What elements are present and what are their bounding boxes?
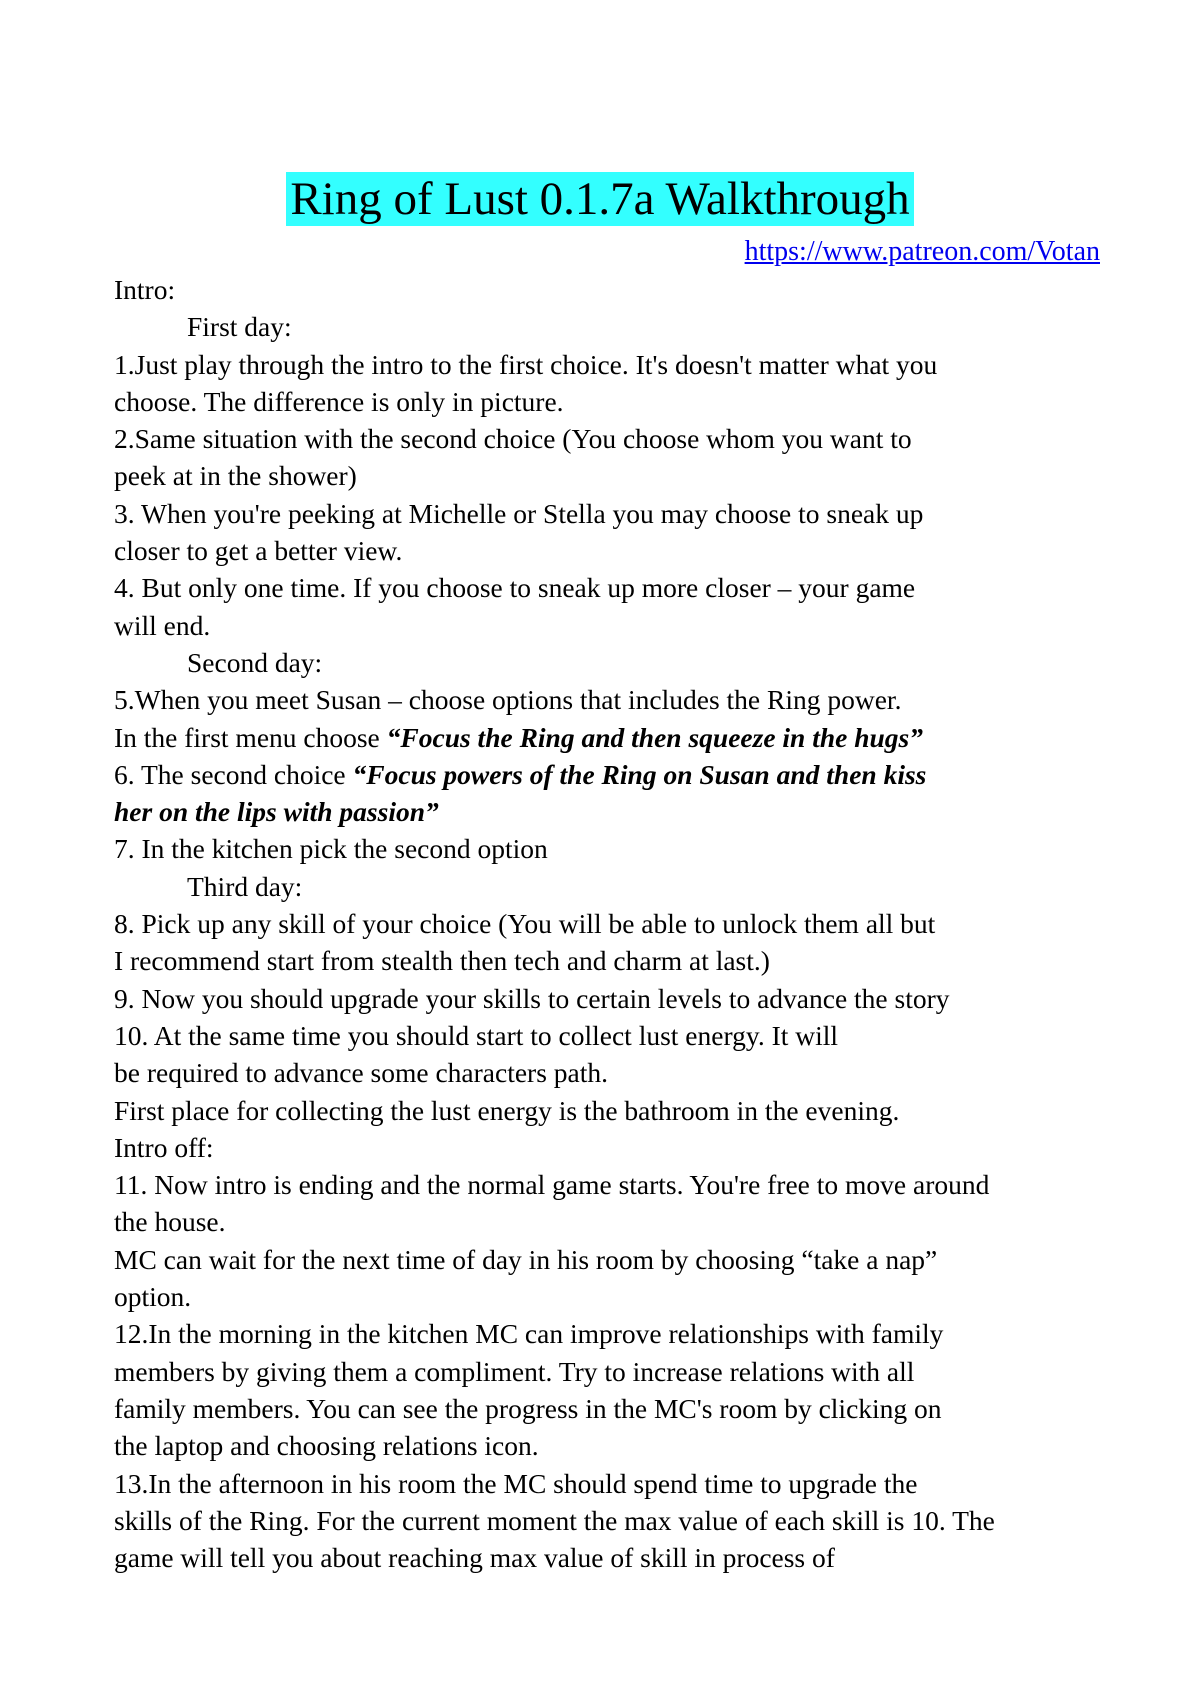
text-line [114, 793, 1164, 830]
line-text: closer to get a better view. [114, 535, 403, 567]
text-line [114, 1166, 1164, 1203]
line-text: 9. Now you should upgrade your skills to certain levels to advance the story [114, 982, 950, 1014]
text-line [114, 1539, 1164, 1576]
text-line [114, 756, 1164, 793]
line-text: 2.Same situation with the second choice (You choose whom you want to [114, 423, 912, 455]
line-text: Intro off: [114, 1131, 214, 1163]
document-title: Ring of Lust 0.1.7a Walkthrough [286, 172, 913, 226]
line-text: choose. The difference is only in picture. [114, 385, 564, 417]
line-text: 12.In the morning in the kitchen MC can improve relationships with family [114, 1318, 944, 1350]
line-text: First day: [187, 311, 292, 343]
line-text: 3. When you're peeking at Michelle or Stella you may choose to sneak up [114, 497, 924, 529]
line-text: 8. Pick up any skill of your choice (You will be able to unlock them all but [114, 908, 936, 940]
text-line [114, 868, 1164, 905]
text-line [114, 308, 1164, 345]
text-line [114, 1353, 1164, 1390]
emphasized-choice-text: “Focus the Ring and then squeeze in the hugs” [386, 721, 924, 753]
text-line [114, 1315, 1164, 1352]
text-line [114, 1203, 1164, 1240]
text-line [114, 1390, 1164, 1427]
emphasized-choice-text: her on the lips with passion” [114, 796, 439, 828]
line-text: First place for collecting the lust energy is the bathroom in the evening. [114, 1094, 900, 1126]
text-line [114, 1092, 1164, 1129]
text-line [114, 681, 1164, 718]
text-line [114, 1241, 1164, 1278]
line-text: peek at in the shower) [114, 460, 357, 492]
title-wrap [0, 172, 1200, 226]
line-text: family members. You can see the progress in the MC's room by clicking on [114, 1392, 942, 1424]
text-line [114, 719, 1164, 756]
text-line [114, 346, 1164, 383]
text-line [114, 1427, 1164, 1464]
line-text: Third day: [187, 870, 303, 902]
document-body [114, 271, 1164, 1576]
line-text: 6. The second choice [114, 758, 353, 790]
line-text: be required to advance some characters path. [114, 1057, 608, 1089]
text-line [114, 1017, 1164, 1054]
line-text: 13.In the afternoon in his room the MC should spend time to upgrade the [114, 1467, 918, 1499]
text-line [114, 495, 1164, 532]
line-text: MC can wait for the next time of day in his room by choosing “take a nap” [114, 1243, 938, 1275]
text-line [114, 1278, 1164, 1315]
line-text: option. [114, 1281, 192, 1313]
line-text: 1.Just play through the intro to the first choice. It's doesn't matter what you [114, 348, 938, 380]
text-line [114, 830, 1164, 867]
line-text: the house. [114, 1206, 226, 1238]
line-text: 7. In the kitchen pick the second option [114, 833, 548, 865]
line-text: members by giving them a compliment. Try to increase relations with all [114, 1355, 915, 1387]
line-text: I recommend start from stealth then tech and charm at last.) [114, 945, 770, 977]
line-text: In the first menu choose [114, 721, 387, 753]
text-line [114, 607, 1164, 644]
text-line [114, 383, 1164, 420]
line-text: Intro: [114, 274, 176, 305]
line-text: 4. But only one time. If you choose to sneak up more closer – your game [114, 572, 916, 604]
text-line [114, 1502, 1164, 1539]
text-line [114, 532, 1164, 569]
text-line [114, 942, 1164, 979]
text-line [114, 1465, 1164, 1502]
text-line [114, 1054, 1164, 1091]
line-text: Second day: [187, 646, 323, 678]
text-line [114, 271, 1164, 308]
line-text: skills of the Ring. For the current moment the max value of each skill is 10. The [114, 1504, 995, 1536]
line-text: 11. Now intro is ending and the normal game starts. You're free to move around [114, 1169, 990, 1201]
line-text: the laptop and choosing relations icon. [114, 1430, 539, 1462]
text-line [114, 569, 1164, 606]
text-line [114, 905, 1164, 942]
line-text: game will tell you about reaching max value of skill in process of [114, 1542, 835, 1574]
text-line [114, 420, 1164, 457]
text-line [114, 1129, 1164, 1166]
line-text: will end. [114, 609, 211, 641]
text-line [114, 644, 1164, 681]
emphasized-choice-text: “Focus powers of the Ring on Susan and then kiss [352, 758, 927, 790]
patreon-link[interactable]: https://www.patreon.com/Votan [744, 236, 1100, 267]
line-text: 10. At the same time you should start to collect lust energy. It will [114, 1019, 839, 1051]
text-line [114, 457, 1164, 494]
text-line [114, 980, 1164, 1017]
line-text: 5.When you meet Susan – choose options that includes the Ring power. [114, 684, 902, 716]
